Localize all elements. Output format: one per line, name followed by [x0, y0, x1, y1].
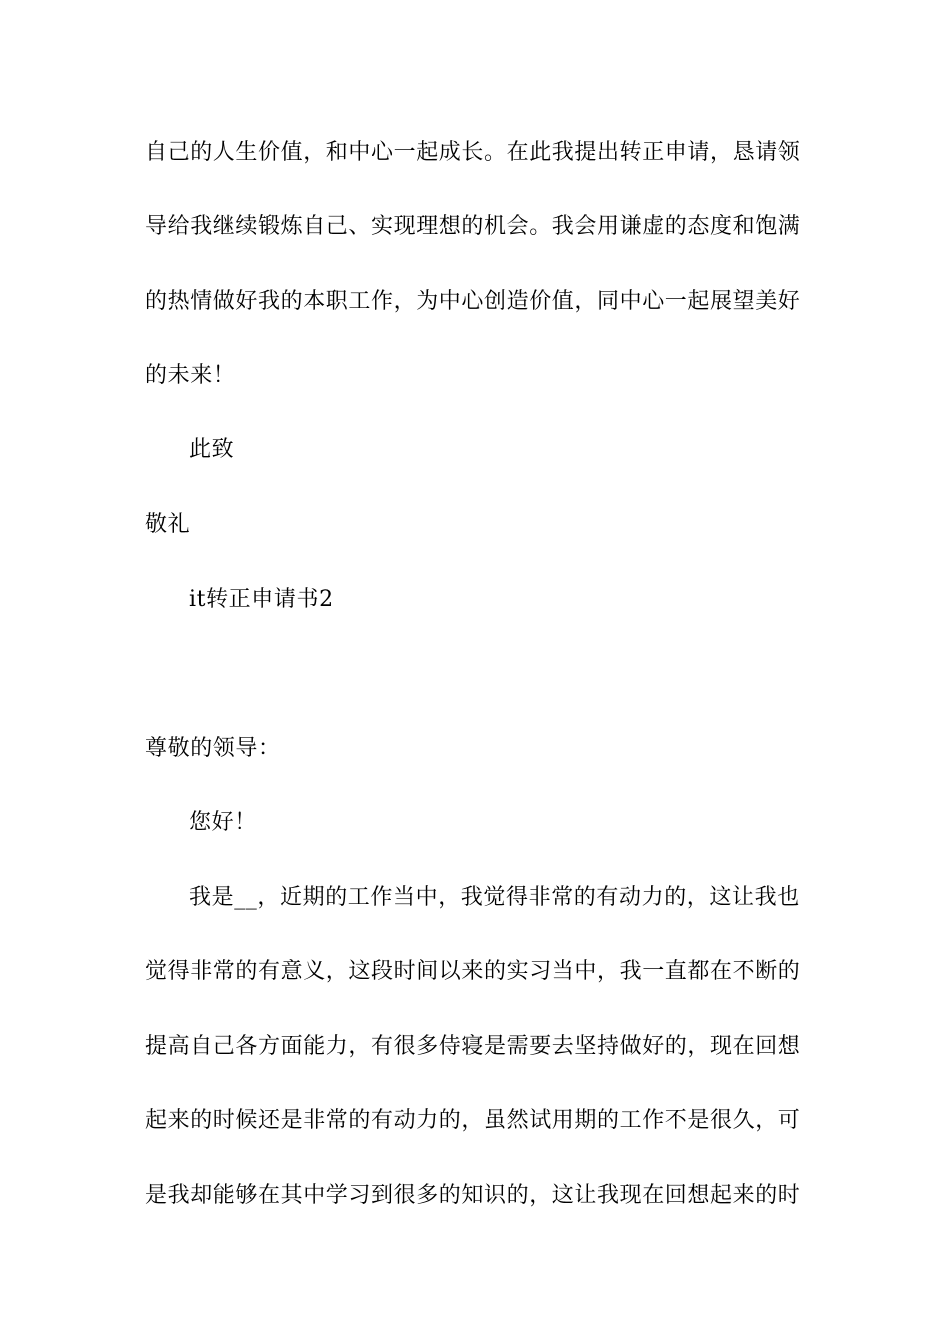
section-title: it转正申请书2	[189, 587, 334, 612]
paragraph-line: 导给我继续锻炼自己、实现理想的机会。我会用谦虚的态度和饱满	[145, 214, 801, 239]
paragraph-line: 觉得非常的有意义，这段时间以来的实习当中，我一直都在不断的	[145, 959, 801, 984]
paragraph-line: 提高自己各方面能力，有很多侍寝是需要去坚持做好的，现在回想	[145, 1034, 801, 1059]
paragraph-line: 的热情做好我的本职工作，为中心创造价值，同中心一起展望美好	[145, 289, 801, 314]
closing-text: 此致	[189, 437, 235, 462]
paragraph-line: 起来的时候还是非常的有动力的，虽然试用期的工作不是很久，可	[145, 1108, 801, 1133]
hello-text: 您好！	[189, 810, 257, 835]
paragraph-line: 自己的人生价值，和中心一起成长。在此我提出转正申请，恳请领	[145, 140, 801, 165]
paragraph-line: 是我却能够在其中学习到很多的知识的，这让我现在回想起来的时	[145, 1183, 801, 1208]
paragraph-line: 我是__，近期的工作当中，我觉得非常的有动力的，这让我也	[189, 885, 800, 910]
paragraph-line: 的未来！	[145, 363, 236, 388]
greeting-text: 尊敬的领导：	[145, 736, 281, 761]
salute-text: 敬礼	[145, 512, 191, 537]
